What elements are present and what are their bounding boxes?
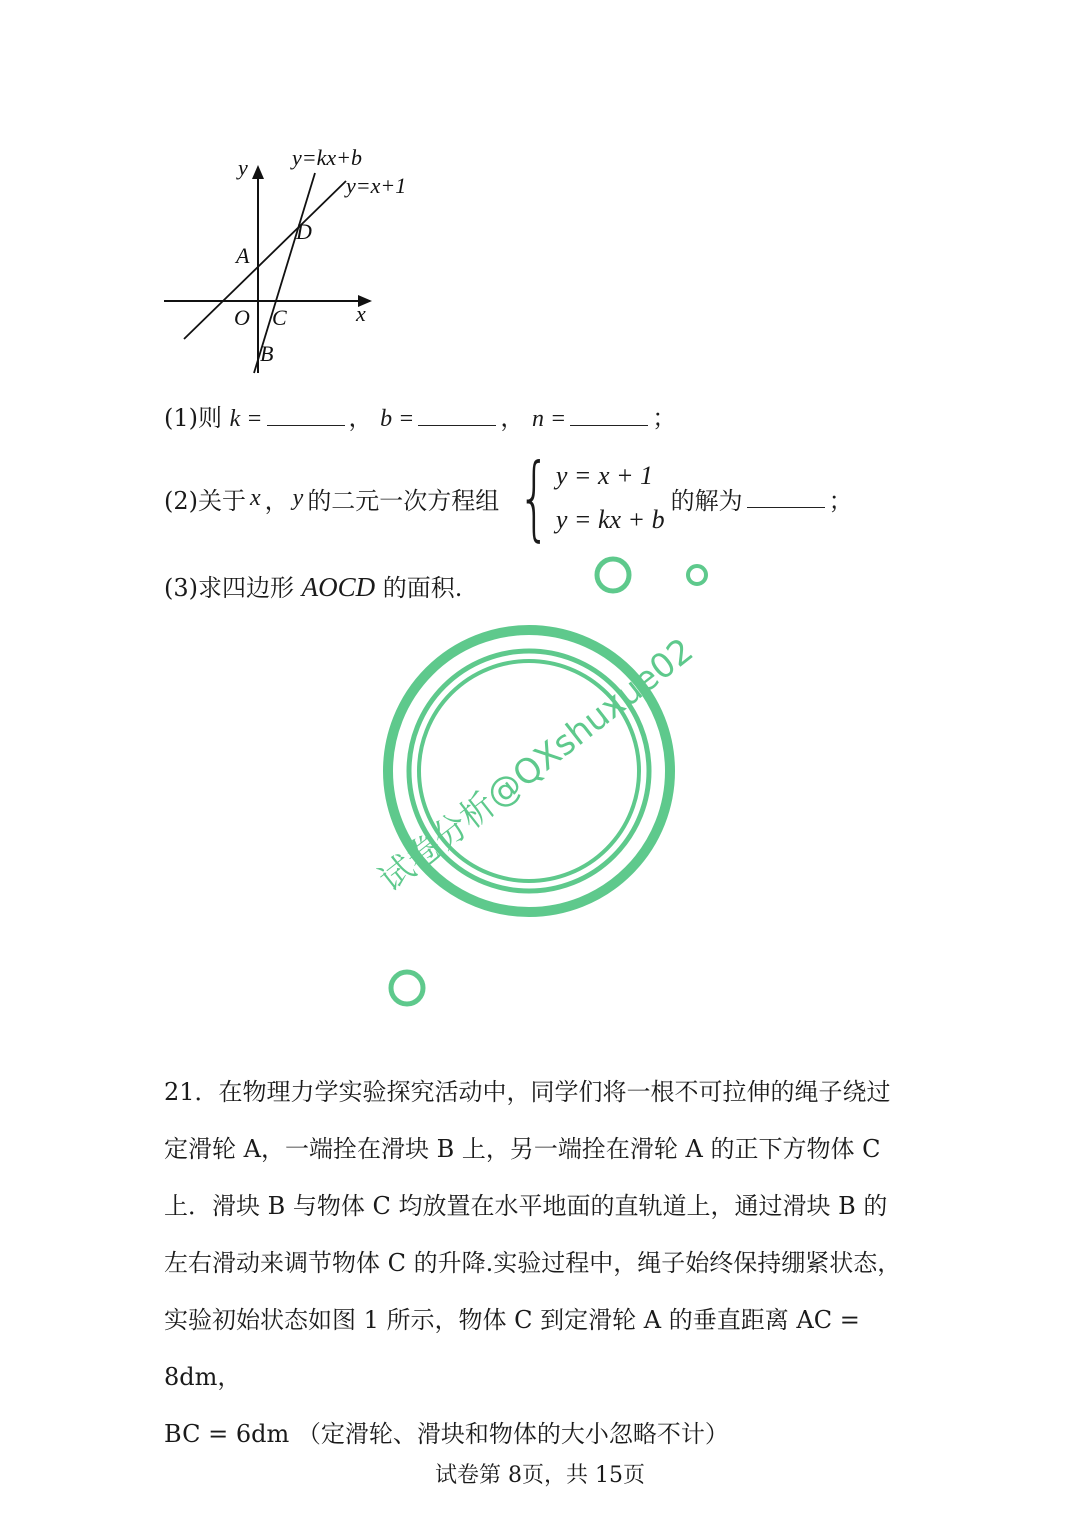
q2-y: y [292, 484, 304, 511]
problem-21-line-3: 上．滑块 B 与物体 C 均放置在水平地面的直轨道上，通过滑块 B 的 [164, 1192, 888, 1220]
q2-prefix: (2)关于 [164, 486, 246, 515]
q1-prefix: (1)则 [164, 404, 222, 432]
q1-sep2: ， [500, 404, 525, 432]
line-y-x-plus-1 [184, 181, 346, 339]
label-line1: y=kx+b [292, 145, 362, 170]
label-point-O: O [234, 305, 250, 330]
q1-n: n = [531, 406, 567, 432]
q1-b-blank[interactable] [418, 407, 496, 426]
y-axis-arrow [252, 165, 264, 179]
problem-21-line-5: 实验初始状态如图 1 所示，物体 C 到定滑轮 A 的垂直距离 AC = 8dm， [164, 1306, 860, 1391]
watermark-small-circle-1 [597, 559, 629, 591]
watermark [370, 550, 720, 1020]
q2-suffix: 的解为 [670, 486, 743, 515]
question-1 [164, 398, 676, 433]
q3-shape: AOCD [301, 572, 376, 602]
question-2 [164, 444, 853, 551]
problem-21-line-2: 定滑轮 A，一端拴在滑块 B 上，另一端拴在滑轮 A 的正下方物体 C [164, 1135, 881, 1163]
brace-icon: { [518, 444, 551, 551]
problem-21-line-4: 左右滑动来调节物体 C 的升降.实验过程中，绳子始终保持绷紧状态， [164, 1249, 902, 1277]
problem-21-line-1: 21．在物理力学实验探究活动中，同学们将一根不可拉伸的绳子绕过 [164, 1078, 891, 1106]
problem-21-line-6: BC = 6dm （定滑轮、滑块和物体的大小忽略不计） [164, 1420, 729, 1448]
label-axis-x: x [356, 301, 366, 326]
watermark-text: 试卷分析@QXshuxue02 [371, 630, 701, 901]
label-point-B: B [260, 341, 274, 366]
q1-k-blank[interactable] [267, 407, 345, 426]
q1-b: b = [380, 406, 415, 432]
q2-mid: 的二元一次方程组 [307, 486, 500, 515]
label-point-C: C [272, 305, 287, 330]
q2-x: x [250, 484, 261, 511]
coordinate-graph [150, 135, 407, 385]
problem-21 [164, 1064, 944, 1463]
equation-1: y = x + 1 [555, 461, 654, 490]
watermark-small-circle-3 [391, 972, 423, 1004]
q3-suffix: 的面积. [382, 574, 463, 602]
q1-sep1: ， [348, 404, 373, 432]
label-point-A: A [236, 243, 250, 268]
q3-prefix: (3)求四边形 [164, 574, 294, 602]
equation-2: y = kx + b [555, 505, 665, 534]
label-line2: y=x+1 [346, 173, 407, 198]
label-point-D: D [296, 219, 312, 244]
page-footer: 试卷第 8页，共 15页 [435, 1463, 645, 1488]
q1-k: k = [229, 406, 263, 432]
q1-end: ； [652, 404, 677, 432]
q2-end: ； [828, 486, 853, 515]
q1-n-blank[interactable] [570, 407, 648, 426]
q2-comma: ， [264, 486, 289, 515]
label-axis-y: y [238, 155, 248, 180]
equation-system [505, 444, 665, 551]
watermark-small-circle-2 [688, 566, 706, 584]
q2-answer-blank[interactable] [747, 489, 825, 508]
